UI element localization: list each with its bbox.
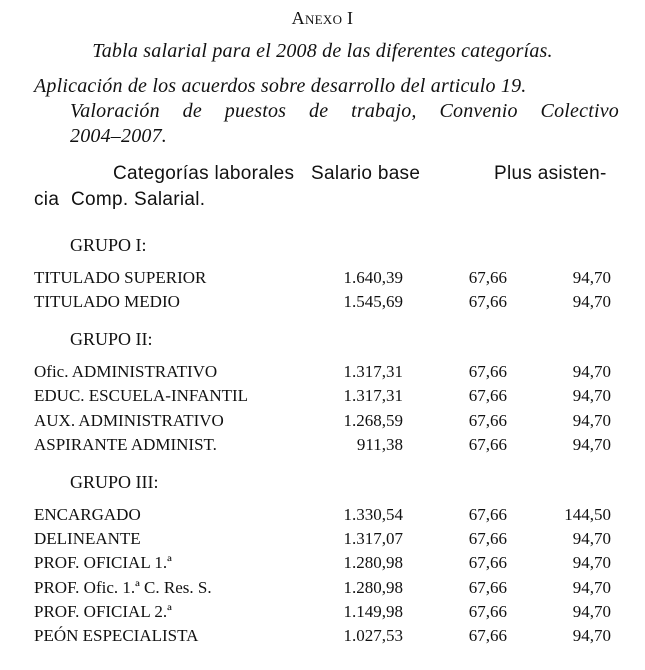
annex-initial: A <box>291 8 305 28</box>
salario-base-value: 1.149,98 <box>343 602 403 621</box>
header-categorias: Categorías laborales <box>113 163 295 184</box>
plus-asistencia-value: 67,66 <box>468 602 507 621</box>
plus-asistencia-value: 67,66 <box>468 268 507 287</box>
salario-base-value: 1.640,39 <box>343 268 403 287</box>
salario-base-value: 1.268,59 <box>343 411 403 430</box>
table-row <box>34 602 614 626</box>
table-row <box>34 578 614 602</box>
salario-base-value: 1.280,98 <box>343 553 403 572</box>
plus-asistencia-value: 67,66 <box>468 553 507 572</box>
category-name: ASPIRANTE ADMINIST. <box>34 435 217 454</box>
annex-heading <box>0 8 645 29</box>
plus-asistencia-value: 67,66 <box>468 386 507 405</box>
table-title: Tabla salarial para el 2008 de las diferentes categorías. <box>92 40 553 62</box>
plus-asistencia-value: 67,66 <box>468 626 507 645</box>
table-row <box>34 626 614 650</box>
comp-salarial-value: 94,70 <box>572 553 611 572</box>
salario-base-value: 1.545,69 <box>343 292 403 311</box>
header-plus-asistencia-cont: cia <box>34 189 60 210</box>
table-row <box>34 529 614 553</box>
plus-asistencia-value: 67,66 <box>468 435 507 454</box>
category-name: DELINEANTE <box>34 529 141 548</box>
category-name: AUX. ADMINISTRATIVO <box>34 411 224 430</box>
category-name: TITULADO SUPERIOR <box>34 268 207 287</box>
table-row <box>34 362 614 386</box>
plus-asistencia-value: 67,66 <box>468 529 507 548</box>
category-name: PROF. OFICIAL 2.ª <box>34 602 172 621</box>
table-row <box>34 268 614 292</box>
plus-asistencia-value: 67,66 <box>468 505 507 524</box>
subtitle-line-1: Aplicación de los acuerdos sobre desarrollo del articulo 19. <box>34 75 527 97</box>
category-name: EDUC. ESCUELA-INFANTIL <box>34 386 249 405</box>
table-row <box>34 435 614 459</box>
category-name: Ofic. ADMINISTRATIVO <box>34 362 218 381</box>
comp-salarial-value: 94,70 <box>572 626 611 645</box>
salario-base-value: 911,38 <box>356 435 403 454</box>
subtitle-line-3: 2004–2007. <box>70 125 167 147</box>
category-name: TITULADO MEDIO <box>34 292 180 311</box>
header-salario-base: Salario base <box>311 163 421 184</box>
plus-asistencia-value: 67,66 <box>468 362 507 381</box>
header-plus-asistencia: Plus asisten- <box>494 163 607 184</box>
comp-salarial-value: 94,70 <box>572 602 611 621</box>
table-row <box>34 505 614 529</box>
group-heading: GRUPO I: <box>70 235 147 255</box>
salario-base-value: 1.280,98 <box>343 578 403 597</box>
category-name: PEÓN ESPECIALISTA <box>34 626 199 645</box>
category-name: ENCARGADO <box>34 505 141 524</box>
salario-base-value: 1.027,53 <box>343 626 403 645</box>
plus-asistencia-value: 67,66 <box>468 292 507 311</box>
comp-salarial-value: 144,50 <box>564 505 611 524</box>
header-comp-salarial: Comp. Salarial. <box>71 189 206 210</box>
comp-salarial-value: 94,70 <box>572 435 611 454</box>
comp-salarial-value: 94,70 <box>572 578 611 597</box>
annex-rest: nexo I <box>304 8 354 28</box>
category-name: PROF. Ofic. 1.ª C. Res. S. <box>34 578 212 597</box>
comp-salarial-value: 94,70 <box>572 411 611 430</box>
comp-salarial-value: 94,70 <box>572 268 611 287</box>
salario-base-value: 1.317,07 <box>343 529 403 548</box>
comp-salarial-value: 94,70 <box>572 529 611 548</box>
plus-asistencia-value: 67,66 <box>468 411 507 430</box>
comp-salarial-value: 94,70 <box>572 386 611 405</box>
group-heading: GRUPO III: <box>70 472 159 492</box>
table-row <box>34 292 614 316</box>
salario-base-value: 1.317,31 <box>343 386 403 405</box>
plus-asistencia-value: 67,66 <box>468 578 507 597</box>
subtitle-line-2: Valoración de puestos de trabajo, Convenio Colectivo <box>70 100 619 122</box>
table-row <box>34 411 614 435</box>
table-subtitle <box>34 74 619 149</box>
table-row <box>34 386 614 410</box>
salario-base-value: 1.330,54 <box>343 505 403 524</box>
group-heading: GRUPO II: <box>70 329 153 349</box>
category-name: PROF. OFICIAL 1.ª <box>34 553 172 572</box>
comp-salarial-value: 94,70 <box>572 292 611 311</box>
comp-salarial-value: 94,70 <box>572 362 611 381</box>
table-row <box>34 553 614 577</box>
salario-base-value: 1.317,31 <box>343 362 403 381</box>
